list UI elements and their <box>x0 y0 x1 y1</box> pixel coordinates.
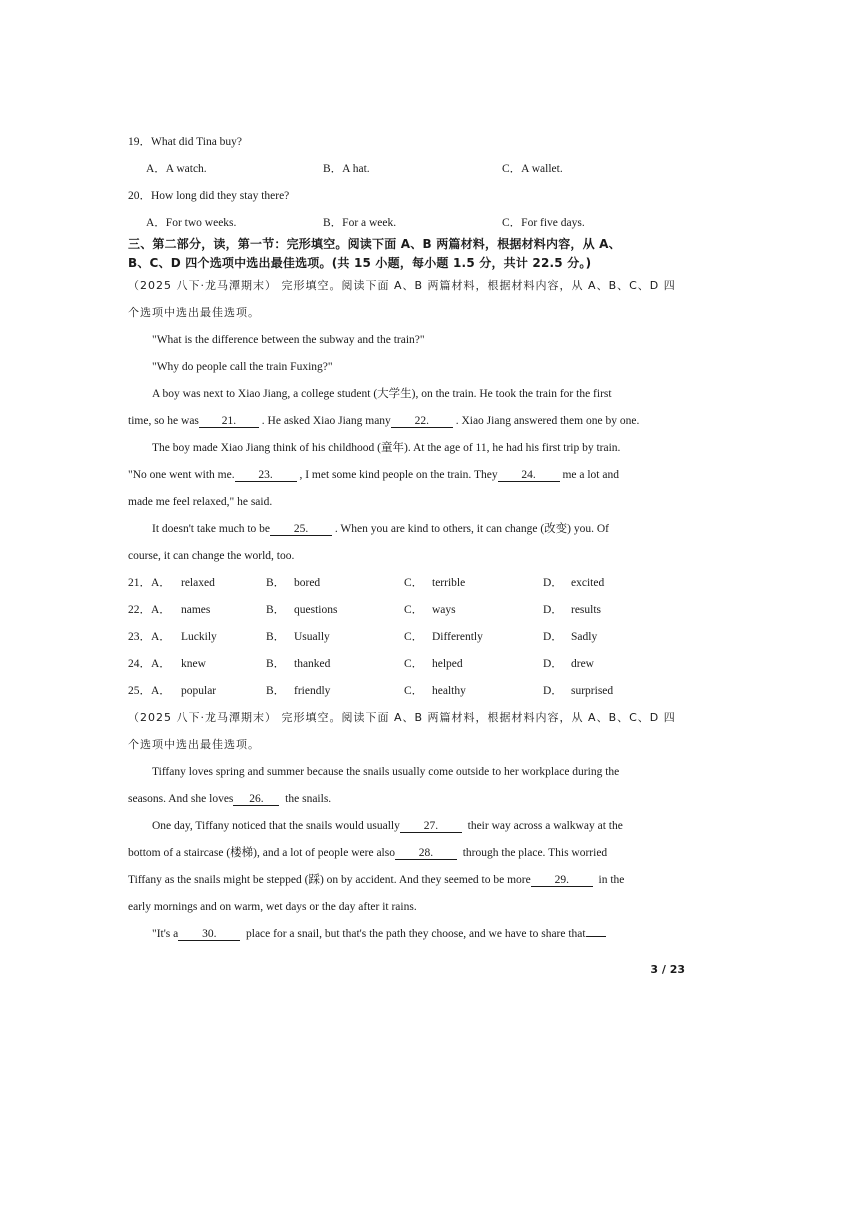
passage-a-para-2-line-1: The boy made Xiao Jiang think of his childhood (童年). At the age of 11, he had his first trip by train. <box>152 442 621 454</box>
option-25-c: healthy <box>432 685 466 697</box>
option-letter-b: B． <box>266 685 286 697</box>
text-segment: "No one went with me. <box>128 469 235 481</box>
blank-28: 28. <box>395 847 457 860</box>
section-heading-line-2: B、C、D 四个选项中选出最佳选项。(共 15 小题，每小题 1.5 分，共计 22.5 分。) <box>128 256 592 270</box>
option-letter-d: D． <box>543 631 563 643</box>
text-segment: the snails. <box>285 793 332 805</box>
text-segment: me a lot and <box>562 469 619 481</box>
text-segment: . When you are kind to others, it can change (改变) you. Of <box>334 523 609 535</box>
question-20-option-a: A．For two weeks. <box>146 217 237 229</box>
question-19-stem: 19．What did Tina buy? <box>128 136 243 148</box>
question-19-option-c: C．A wallet. <box>502 163 563 175</box>
option-25-a: popular <box>181 685 217 697</box>
question-19-option-a: A．A watch. <box>146 163 207 175</box>
option-21-d: excited <box>571 577 605 589</box>
passage-a-question-line-1: "What is the difference between the subway and the train?" <box>152 334 425 346</box>
text-segment: time, so he was <box>128 415 199 427</box>
passage-b-para-3-line-1 <box>152 927 606 941</box>
option-25-b: friendly <box>294 685 331 697</box>
text-segment: . He asked Xiao Jiang many <box>261 415 391 427</box>
text-segment: through the place. This worried <box>462 847 608 859</box>
option-row-21-number: 21．A． <box>128 577 171 589</box>
trailing-blank <box>586 936 606 937</box>
blank-22: 22. <box>391 415 453 428</box>
option-row-25-number: 25．A． <box>128 685 171 697</box>
option-letter-c: C． <box>404 685 424 697</box>
passage-a-para-1-line-2 <box>128 414 639 428</box>
passage-b-para-2-line-3 <box>128 873 624 887</box>
option-row-24-number: 24．A． <box>128 658 171 670</box>
option-letter-d: D． <box>543 658 563 670</box>
option-row-23-number: 23．A． <box>128 631 171 643</box>
text-segment: seasons. And she loves <box>128 793 234 805</box>
option-letter-b: B． <box>266 658 286 670</box>
option-22-b: questions <box>294 604 338 616</box>
option-24-a: knew <box>181 658 206 670</box>
text-segment: One day, Tiffany noticed that the snails would usually <box>152 820 400 832</box>
blank-23: 23. <box>235 469 297 482</box>
passage-a-para-2-line-2 <box>128 468 619 482</box>
option-24-d: drew <box>571 658 594 670</box>
passage-b-para-2-line-2 <box>128 846 607 860</box>
option-22-a: names <box>181 604 211 616</box>
text-segment: . Xiao Jiang answered them one by one. <box>455 415 640 427</box>
blank-27: 27. <box>400 820 462 833</box>
option-letter-b: B． <box>266 604 286 616</box>
blank-25: 25. <box>270 523 332 536</box>
passage-a-para-1-line-1: A boy was next to Xiao Jiang, a college student (大学生), on the train. He took the train for the first <box>152 388 612 400</box>
option-22-c: ways <box>432 604 456 616</box>
option-letter-b: B． <box>266 631 286 643</box>
passage-b-para-1-line-2 <box>128 792 331 806</box>
passage-a-para-2-line-3: made me feel relaxed," he said. <box>128 496 273 508</box>
option-letter-d: D． <box>543 577 563 589</box>
option-23-c: Differently <box>432 631 483 643</box>
text-segment: in the <box>598 874 625 886</box>
option-24-c: helped <box>432 658 463 670</box>
blank-29: 29. <box>531 874 593 887</box>
passage-b-intro-line-1: （2025 八下·龙马潭期末） 完形填空。阅读下面 A、B 两篇材料，根据材料内容，从 A、B、C、D 四 <box>128 711 676 724</box>
option-letter-c: C． <box>404 658 424 670</box>
blank-24: 24. <box>498 469 560 482</box>
passage-b-para-2-line-1 <box>152 819 623 833</box>
option-letter-c: C． <box>404 604 424 616</box>
text-segment: place for a snail, but that's the path they choose, and we have to share that <box>246 928 586 940</box>
option-letter-c: C． <box>404 631 424 643</box>
passage-a-intro-line-1: （2025 八下·龙马潭期末） 完形填空。阅读下面 A、B 两篇材料，根据材料内容，从 A、B、C、D 四 <box>128 279 676 292</box>
text-segment: "It's a <box>152 928 179 940</box>
blank-21: 21. <box>199 415 259 428</box>
text-segment: their way across a walkway at the <box>467 820 623 832</box>
option-23-a: Luckily <box>181 631 217 643</box>
passage-a-para-3-line-1 <box>152 522 609 536</box>
text-segment: bottom of a staircase (楼梯), and a lot of people were also <box>128 847 395 859</box>
page-number: 3 / 23 <box>650 963 685 976</box>
passage-b-intro-line-2: 个选项中选出最佳选项。 <box>128 738 260 751</box>
question-20-option-b: B．For a week. <box>323 217 397 229</box>
option-letter-d: D． <box>543 685 563 697</box>
passage-b-para-2-line-4: early mornings and on warm, wet days or the day after it rains. <box>128 901 417 913</box>
passage-a-intro-line-2: 个选项中选出最佳选项。 <box>128 306 260 319</box>
section-heading-line-1: 三、第二部分，读，第一节：完形填空。阅读下面 A、B 两篇材料，根据材料内容，从 A、 <box>128 237 621 251</box>
question-20-stem: 20．How long did they stay there? <box>128 190 290 202</box>
passage-a-para-3-line-2: course, it can change the world, too. <box>128 550 295 562</box>
option-row-22-number: 22．A． <box>128 604 171 616</box>
option-24-b: thanked <box>294 658 331 670</box>
text-segment: , I met some kind people on the train. They <box>299 469 498 481</box>
passage-a-question-line-2: "Why do people call the train Fuxing?" <box>152 361 333 373</box>
question-19-option-b: B．A hat. <box>323 163 370 175</box>
passage-b-para-1-line-1: Tiffany loves spring and summer because the snails usually come outside to her workplace during the <box>152 766 620 778</box>
text-segment: It doesn't take much to be <box>152 523 270 535</box>
text-segment: Tiffany as the snails might be stepped (踩) on by accident. And they seemed to be more <box>128 874 531 886</box>
blank-26: 26. <box>233 793 279 806</box>
option-letter-c: C． <box>404 577 424 589</box>
question-20-option-c: C．For five days. <box>502 217 585 229</box>
option-21-c: terrible <box>432 577 466 589</box>
option-letter-d: D． <box>543 604 563 616</box>
option-21-b: bored <box>294 577 321 589</box>
option-23-b: Usually <box>294 631 330 643</box>
option-23-d: Sadly <box>571 631 598 643</box>
blank-30: 30. <box>178 928 240 941</box>
option-21-a: relaxed <box>181 577 215 589</box>
option-25-d: surprised <box>571 685 614 697</box>
option-letter-b: B． <box>266 577 286 589</box>
option-22-d: results <box>571 604 602 616</box>
